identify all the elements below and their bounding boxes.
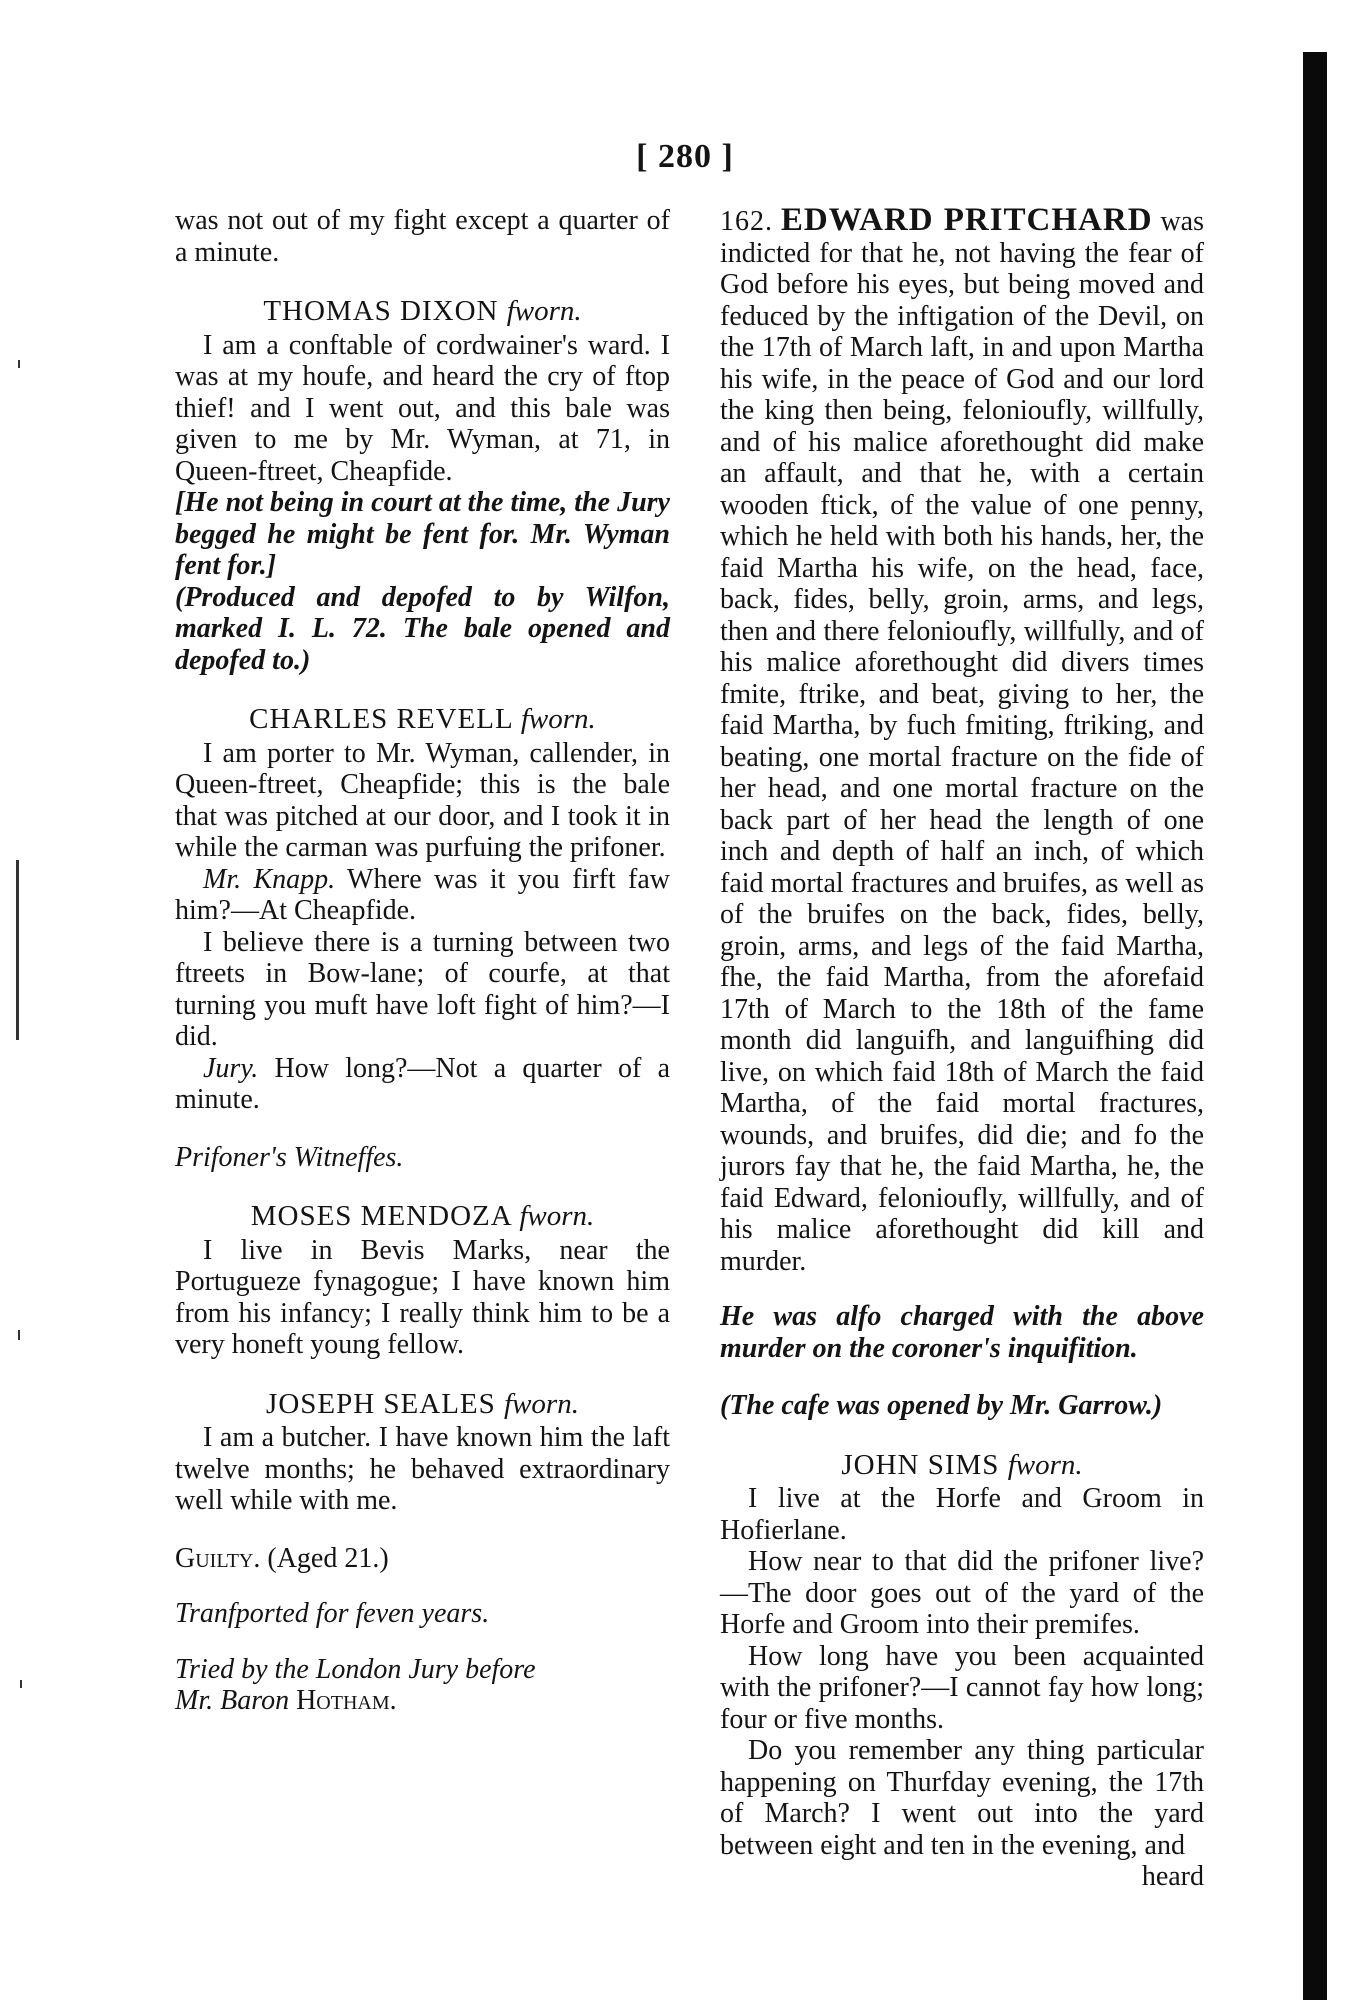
scan-speck: [20, 1680, 22, 1688]
examination-line: [175, 1053, 670, 1116]
page-edge: [1239, 0, 1349, 2000]
court-note: (Produced and depofed to by Wilfon, marked I. L. 72. The bale opened and depofed to.): [175, 581, 670, 676]
scan-speck: [16, 860, 19, 1040]
section-heading: Prifoner's Witneffes.: [175, 1141, 404, 1173]
case-opened-note: (The cafe was opened by Mr. Garrow.): [720, 1390, 1163, 1421]
testimony-paragraph: How near to that did the prifoner live?—The door goes out of the yard of the Horfe and Groom into their premifes.: [720, 1546, 1204, 1640]
judge-name: Hotham.: [296, 1685, 397, 1716]
witness-heading: [175, 296, 670, 328]
sworn-label: fworn.: [1007, 1448, 1083, 1481]
testimony-paragraph: Do you remember any thing particular happening on Thurfday evening, the 17th of March? I went out into the yard between eight and ten in the evening, and: [720, 1735, 1204, 1861]
verdict: Guilty.: [175, 1542, 261, 1574]
question-text: How long?—Not a quarter of a minute.: [175, 1052, 670, 1115]
witness-name: JOHN SIMS: [841, 1448, 1000, 1481]
witness-name: CHARLES REVELL: [249, 703, 513, 735]
verdict-line: [175, 1543, 670, 1575]
witness-name: JOSEPH SEALES: [266, 1387, 496, 1420]
examination-line: [175, 864, 670, 927]
testimony-paragraph: I live at the Horfe and Groom in Hofierlane.: [720, 1483, 1204, 1546]
testimony-paragraph: I am porter to Mr. Wyman, callender, in Queen-ftreet, Cheapfide; this is the bale that was pitched at our door, and I took it in while the carman was purfuing the prifoner.: [175, 737, 670, 863]
testimony-paragraph: I am a butcher. I have known him the laft twelve months; he behaved extraordinary well while with me.: [175, 1422, 670, 1516]
scan-speck: [18, 1330, 20, 1340]
testimony-paragraph: How long have you been acquainted with the prifoner?—I cannot fay how long; four or five months.: [720, 1640, 1204, 1735]
witness-name: THOMAS DIXON: [263, 295, 499, 327]
left-column: [175, 205, 670, 1717]
sworn-label: fworn.: [504, 1387, 579, 1420]
judge-line: [175, 1685, 670, 1717]
page-number: [ 280 ]: [636, 138, 734, 175]
indictment-text: was indicted for that he, not having the fear of God before his eyes, but being moved and feduced by the inftigation of the Devil, on the 17th of March laft, in and upon Martha his wife, in the peace of God and our lord the king then being, felonioufly, willfully, and of his malice aforethought did make an affault, and that he, with a certain wooden ftick, of the value of one penny, which he held with both his hands, her, the faid Martha his wife, on the head, face, back, fides, belly, groin, arms, and legs, then and there felonioufly, willfully, and of his malice aforethought did divers times fmite, ftrike, and beat, giving to her, the faid Martha, by fuch fmiting, ftriking, and beating, one mortal fracture on the fide of her head, and one mortal fracture on the back part of her head the length of one inch and depth of half an inch, of which faid mortal fractures and bruifes, as well as of the bruifes on the back, fides, belly, groin, arms, and legs of the faid Martha, fhe, the faid Martha, from the aforefaid 17th of March to the 18th of the fame month did languifh, and languifhing did live, on which faid 18th of March the faid Martha, of the faid mortal fractures, wounds, and bruifes, did die; and fo the jurors fay that he, the faid Martha, he, the faid Edward, felonioufly, willfully, and of his malice aforethought did kill and murder.: [720, 206, 1204, 1277]
testimony-paragraph: I am a conftable of cordwainer's ward. I was at my houfe, and heard the cry of ftop thief! and I went out, and this bale was given to me by Mr. Wyman, at 71, in Queen-ftreet, Cheapfide.: [175, 329, 670, 487]
question-text: Where was it you firft faw him?—At Cheapfide.: [175, 863, 671, 926]
witness-heading: [175, 704, 670, 736]
witness-heading: [175, 1389, 670, 1421]
judge-title: Mr. Baron: [175, 1685, 290, 1716]
continuation-text: was not out of my fight except a quarter of a minute.: [175, 205, 670, 268]
examination-line: I believe there is a turning between two ftreets in Bow-lane; of courfe, at that turning you muft have loft fight of him?—I did.: [175, 926, 670, 1052]
indictment-paragraph: [720, 202, 1204, 1277]
testimony-paragraph: I live in Bevis Marks, near the Portugueze fynagogue; I have known him from his infancy; I really think him to be a very honeft young fellow.: [175, 1234, 670, 1360]
sworn-label: fworn.: [520, 703, 596, 735]
right-column: [720, 202, 1204, 1893]
charge-note: He was alfo charged with the above murder on the coroner's inquifition.: [720, 1301, 1204, 1364]
defendant-age: (Aged 21.): [267, 1542, 389, 1574]
witness-heading: [720, 1450, 1204, 1482]
scan-speck: [18, 360, 20, 368]
tried-by: Tried by the London Jury before: [175, 1653, 536, 1685]
speaker-label: Jury.: [203, 1052, 259, 1084]
court-note: [He not being in court at the time, the Jury begged he might be fent for. Mr. Wyman fent for.]: [175, 487, 670, 581]
defendant-name: EDWARD PRITCHARD: [780, 202, 1153, 238]
case-number: 162.: [720, 206, 773, 237]
sworn-label: fworn.: [519, 1200, 595, 1232]
sworn-label: fworn.: [506, 295, 582, 327]
binding-shadow: [1303, 52, 1327, 2000]
catchword: heard: [1141, 1861, 1204, 1892]
sentence: Tranfported for feven years.: [175, 1598, 490, 1629]
witness-heading: [175, 1201, 670, 1233]
witness-name: MOSES MENDOZA: [250, 1200, 512, 1232]
speaker-label: Mr. Knapp.: [203, 863, 336, 895]
